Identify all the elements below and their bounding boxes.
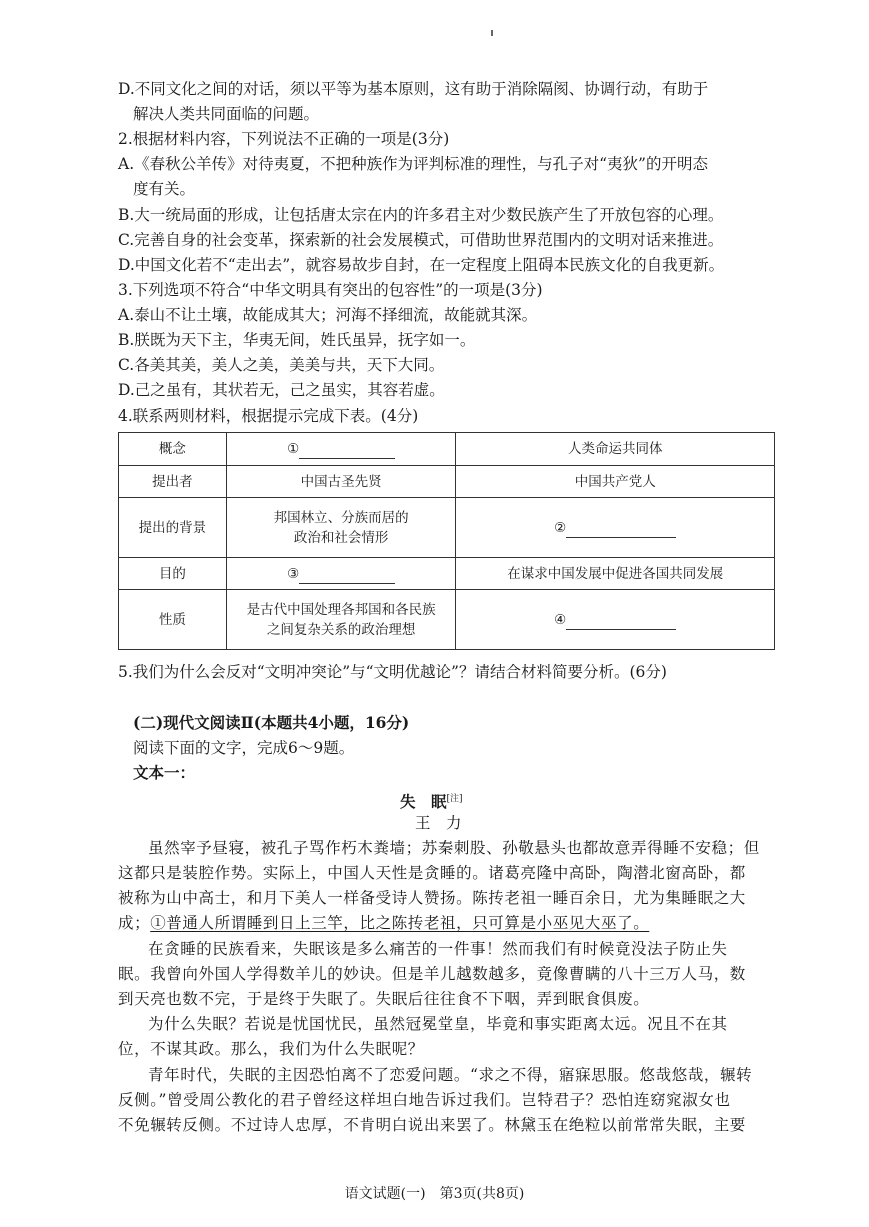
- q2-option-c: C.完善自身的社会变革，探索新的社会发展模式，可借助世界范围内的文明对话来推进。: [118, 231, 724, 249]
- fill-blank-4[interactable]: [566, 615, 676, 630]
- essay-p4-l1: 青年时代，失眠的主因恐怕离不了恋爱问题。“求之不得，寤寐思服。悠哉悠哉，辗转: [148, 1066, 753, 1084]
- fill-blank-2[interactable]: [566, 523, 676, 538]
- table-cell-nature-text: [226, 590, 456, 650]
- q3-option-b: B.朕既为天下主，华夷无间，姓氏虽异，抚字如一。: [118, 331, 476, 349]
- blank-marker-4: ④: [554, 611, 567, 628]
- blank-marker-1: ①: [287, 441, 300, 457]
- scan-mark: [491, 30, 493, 36]
- essay-p1-l4-pre: 成；: [118, 914, 151, 932]
- table-cell-blank-4: [456, 590, 775, 650]
- table-row: [119, 433, 775, 466]
- blank-marker-2: ②: [554, 519, 567, 536]
- table-cell-background-text: [226, 498, 456, 558]
- essay-title: [400, 789, 463, 812]
- table-row: [119, 590, 775, 650]
- essay-title-note: [注]: [446, 794, 463, 804]
- q4-table: [118, 432, 775, 650]
- table-row: [119, 558, 775, 590]
- blank-marker-3: ③: [287, 565, 300, 582]
- essay-p1-l4: [118, 913, 649, 933]
- page-footer: 语文试题(一) 第3页(共8页): [344, 1186, 525, 1202]
- essay-p3-l2: 位，不谋其政。那么，我们为什么失眠呢？: [118, 1040, 424, 1058]
- q5-stem: 5.我们为什么会反对“文明冲突论”与“文明优越论”？请结合材料简要分析。(6分): [118, 663, 667, 681]
- q1-option-d-line1: D.不同文化之间的对话，须以平等为基本原则，这有助于消除隔阂、协调行动，有助于: [118, 80, 709, 98]
- essay-p2-l1: 在贪睡的民族看来，失眠该是多么痛苦的一件事！然而我们有时候竟没法子防止失: [148, 940, 728, 958]
- essay-p4-l3: 不免辗转反侧。不过诗人忠厚，不肯明白说出来罢了。林黛玉在绝粒以前常常失眠，主要: [118, 1116, 746, 1134]
- background-line2: 政治和社会情形: [293, 529, 389, 546]
- essay-underlined-sentence-1: ①普通人所谓睡到日上三竿，比之陈抟老祖，只可算是小巫见大巫了。: [150, 914, 650, 932]
- fill-blank-1[interactable]: [299, 444, 395, 459]
- essay-title-text: 失 眠: [400, 792, 447, 812]
- q2-option-b: B.大一统局面的形成，让包括唐太宗在内的许多君主对少数民族产生了开放包容的心理。: [118, 206, 724, 224]
- table-cell-purpose-text: 在谋求中国发展中促进各国共同发展: [456, 558, 775, 590]
- section-instruction: 阅读下面的文字，完成6～9题。: [133, 739, 355, 757]
- table-label-nature: 性质: [119, 590, 227, 650]
- q3-option-c: C.各美其美，美人之美，美美与共，天下大同。: [118, 356, 445, 374]
- q3-stem: 3.下列选项不符合“中华文明具有突出的包容性”的一项是(3分): [118, 281, 543, 299]
- q2-stem: 2.根据材料内容，下列说法不正确的一项是(3分): [118, 130, 450, 148]
- essay-p3-l1: 为什么失眠？若说是忧国忧民，虽然冠冕堂皇，毕竟和事实距离太远。况且不在其: [148, 1015, 728, 1033]
- table-cell-ancient-sages: 中国古圣先贤: [226, 466, 456, 498]
- background-line1: 邦国林立、分族而居的: [273, 509, 409, 526]
- text-label: 文本一：: [133, 763, 196, 782]
- table-cell-blank-2: [456, 498, 775, 558]
- q3-option-d: D.己之虽有，其状若无，己之虽实，其容若虚。: [118, 381, 445, 399]
- table-label-proposer: 提出者: [119, 466, 227, 498]
- essay-p2-l3: 到天亮也数不完，于是终于失眠了。失眠后往往食不下咽，弄到眠食俱废。: [118, 990, 650, 1008]
- q3-option-a: A.泰山不让土壤，故能成其大；河海不择细流，故能就其深。: [118, 306, 538, 324]
- table-cell-blank-1: [226, 433, 456, 466]
- table-cell-community: 人类命运共同体: [456, 433, 775, 466]
- essay-p1-l3: 被称为山中高士，和月下美人一样备受诗人赞扬。陈抟老祖一睡百余日，尤为集睡眠之大: [118, 889, 746, 907]
- q2-option-a-line2: 度有关。: [133, 180, 196, 198]
- nature-line2: 之间复杂关系的政治理想: [266, 621, 416, 638]
- fill-blank-3[interactable]: [299, 569, 395, 584]
- essay-author: 王 力: [415, 814, 462, 832]
- table-cell-cpc: 中国共产党人: [456, 466, 775, 498]
- table-cell-blank-3: [226, 558, 456, 590]
- table-row: [119, 466, 775, 498]
- q2-option-d: D.中国文化若不“走出去”，就容易故步自封，在一定程度上阻碍本民族文化的自我更新。: [118, 256, 725, 274]
- q4-stem: 4.联系两则材料，根据提示完成下表。(4分): [118, 407, 419, 425]
- essay-p4-l2: 反侧。”曾受周公教化的君子曾经这样坦白地告诉过我们。岂特君子？恐怕连窈窕淑女也: [118, 1091, 731, 1109]
- section-heading: (二)现代文阅读Ⅱ(本题共4小题，16分): [133, 713, 410, 732]
- essay-p2-l2: 眠。我曾向外国人学得数羊儿的妙诀。但是羊儿越数越多，竟像曹瞒的八十三万人马，数: [118, 965, 746, 983]
- q2-option-a-line1: A.《春秋公羊传》对待夷夏，不把种族作为评判标准的理性，与孔子对“夷狄”的开明态: [118, 155, 708, 173]
- essay-p1-l2: 这都只是装腔作势。实际上，中国人天性是贪睡的。诸葛亮隆中高卧，陶潜北窗高卧，都: [118, 864, 746, 882]
- nature-line1: 是古代中国处理各邦国和各民族: [246, 601, 436, 618]
- q1-option-d-line2: 解决人类共同面临的问题。: [133, 105, 320, 123]
- table-row: [119, 498, 775, 558]
- table-label-background: 提出的背景: [119, 498, 227, 558]
- essay-p1-l1: 虽然宰予昼寝，被孔子骂作朽木粪墙；苏秦刺股、孙敬悬头也都故意弄得睡不安稳；但: [148, 839, 760, 857]
- table-label-purpose: 目的: [119, 558, 227, 590]
- table-label-concept: 概念: [119, 433, 227, 466]
